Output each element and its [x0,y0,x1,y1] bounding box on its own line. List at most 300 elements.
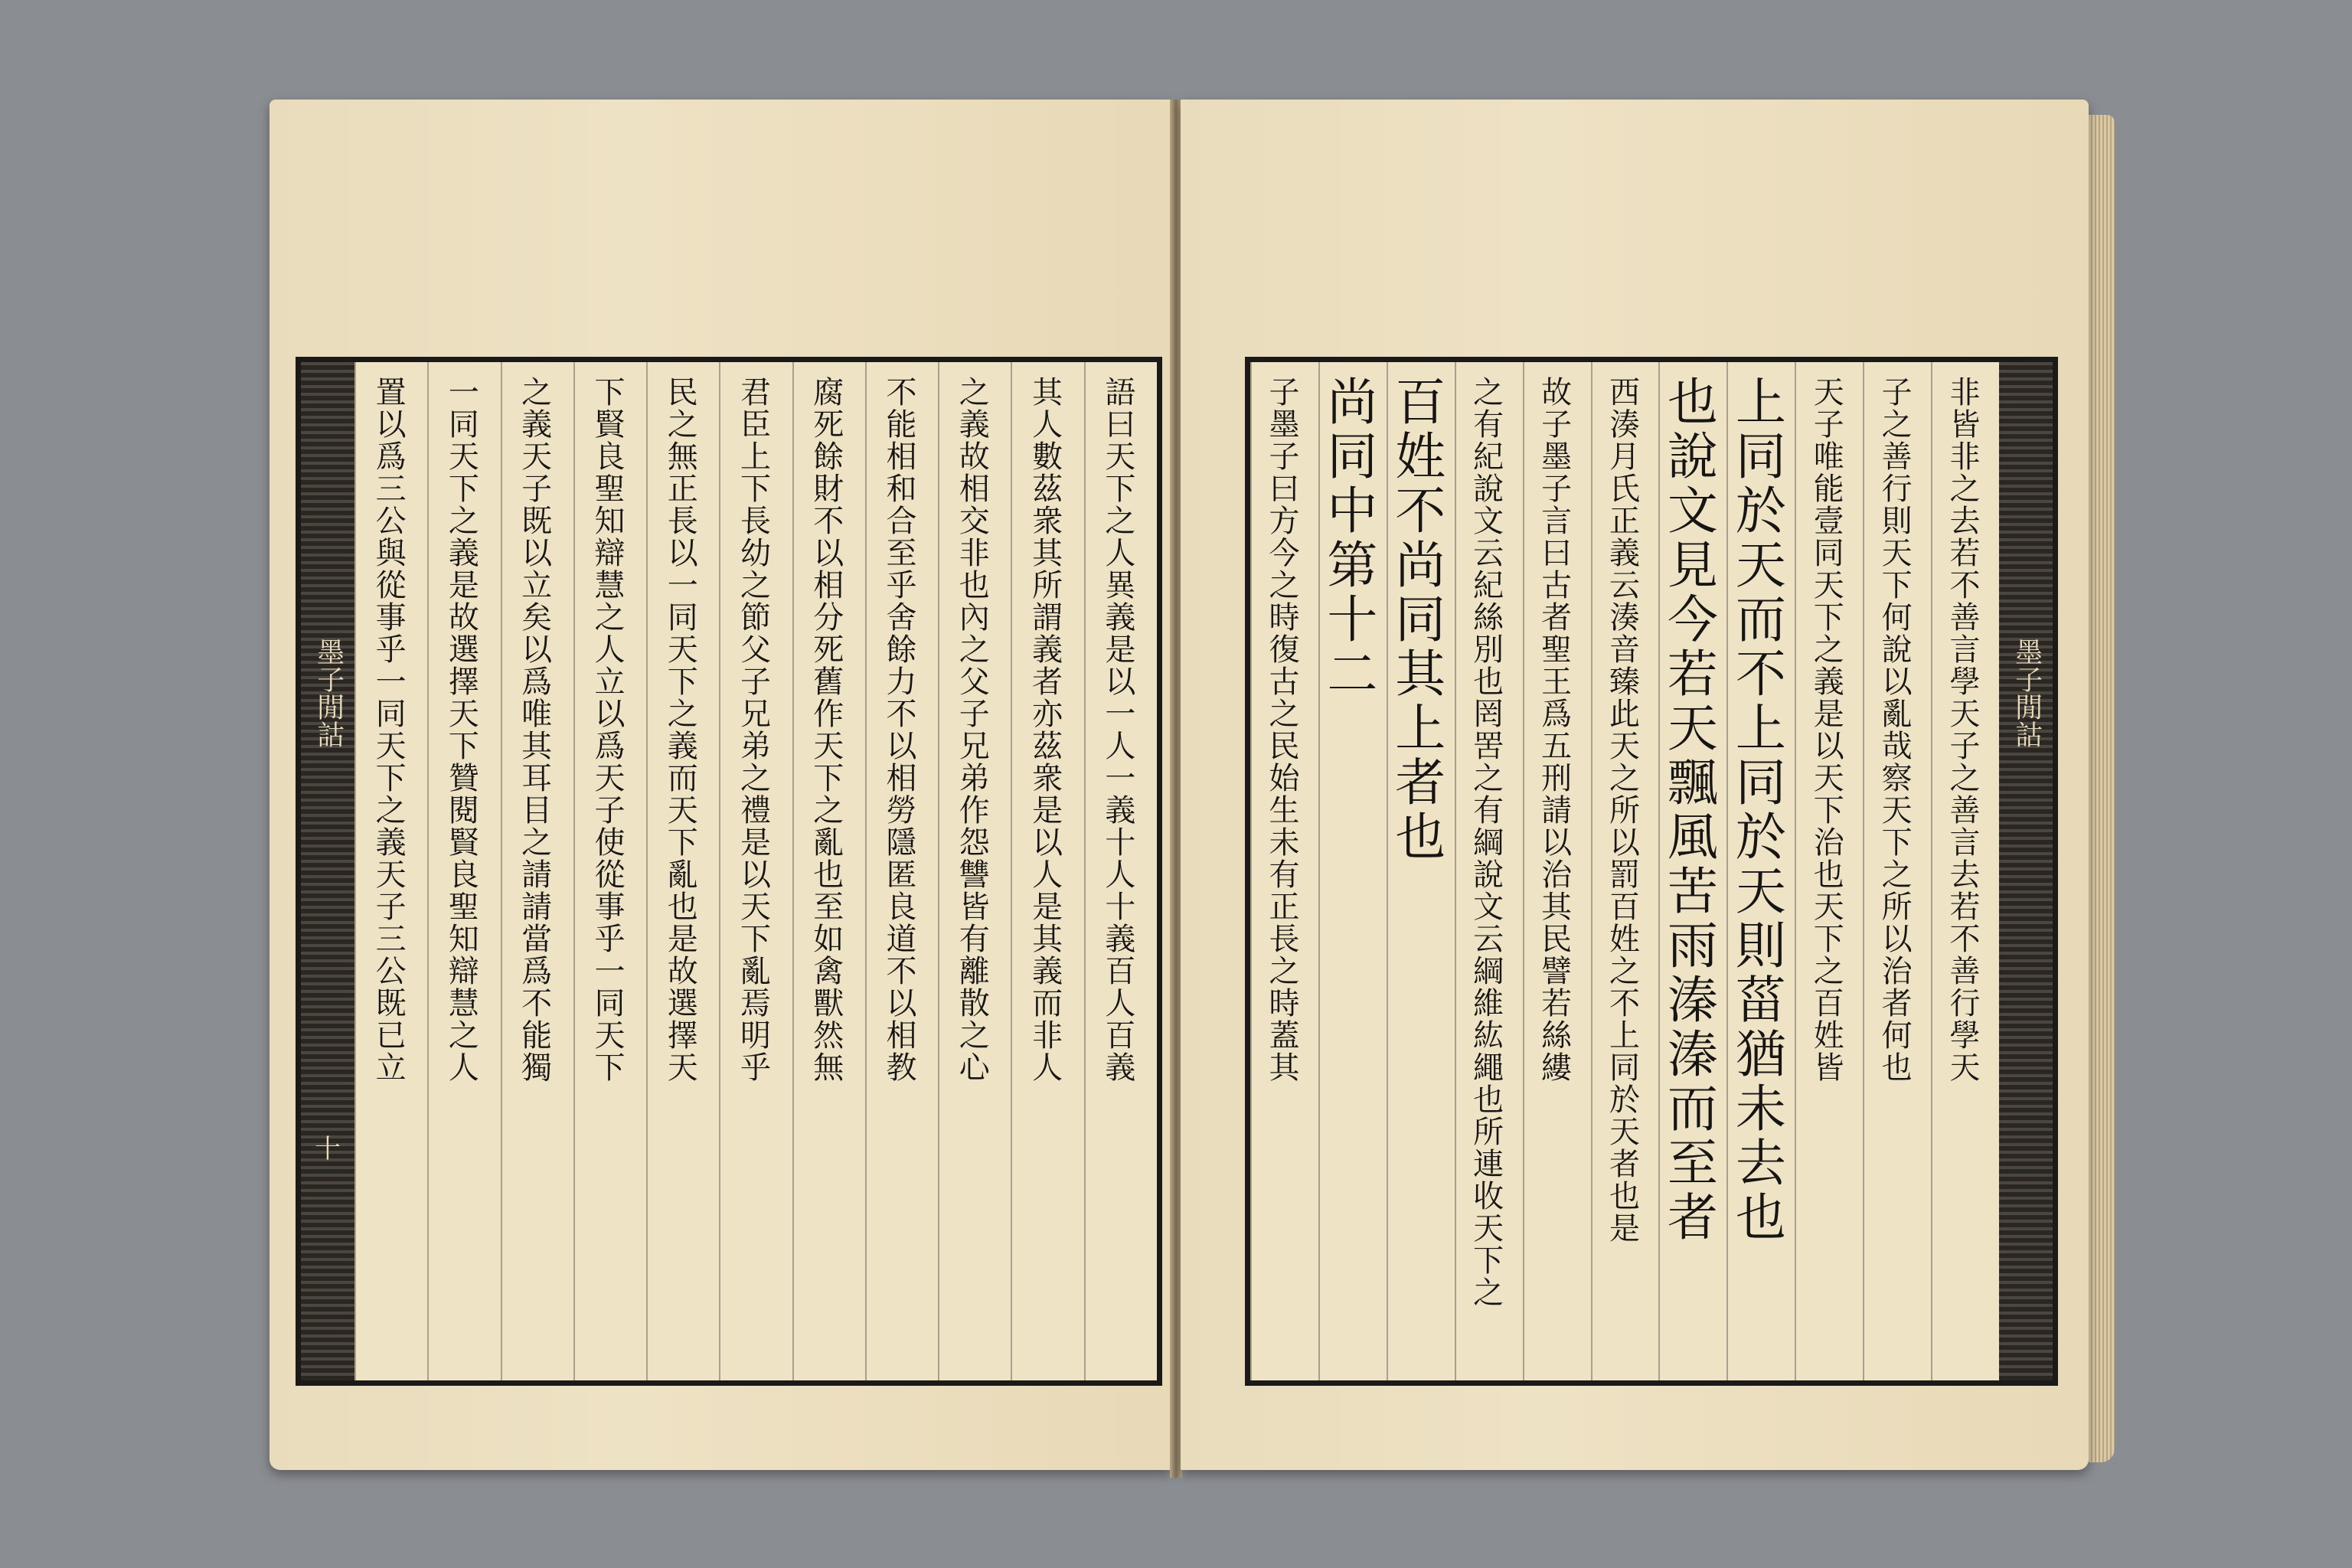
glyph: 曰 [1541,536,1573,571]
glyph: 上 [1609,1018,1640,1054]
text-column [1455,377,1523,1365]
glyph: 王 [1541,665,1573,700]
glyph: 合 [886,504,917,539]
glyph: 從 [375,568,407,603]
glyph: 天 [1667,699,1718,758]
glyph: 故 [1541,375,1573,410]
glyph: 之 [594,600,626,635]
glyph: 學 [1949,1018,1981,1054]
glyph: 請 [1541,793,1573,828]
text-column [646,377,719,1365]
glyph: 之 [1949,761,1981,796]
glyph: 古 [1269,665,1300,700]
glyph: 說 [1881,632,1913,668]
glyph: 收 [1473,1179,1504,1214]
glyph: 下 [813,761,844,796]
glyph: 下 [594,1050,626,1086]
glyph: 同 [1327,427,1378,486]
glyph: 也 [813,858,844,893]
glyph: 者 [1881,986,1913,1021]
glyph: 能 [1813,472,1844,507]
text-column [792,377,865,1365]
glyph: 義 [667,729,698,764]
left-banxin [301,362,354,1380]
page-edges [2089,115,2115,1462]
glyph: 治 [1541,858,1573,893]
glyph: 一 [375,665,407,700]
glyph: 皆 [1813,1050,1844,1086]
glyph: 以 [886,729,917,764]
glyph: 節 [740,600,771,635]
glyph: 者 [1395,753,1446,812]
glyph: 十 [1105,825,1136,861]
glyph: 其 [1032,922,1063,957]
glyph: 人 [448,1050,479,1086]
glyph: 閱 [448,793,479,828]
glyph: 慧 [448,986,479,1021]
glyph: 心 [959,1050,990,1086]
glyph: 下 [1813,793,1844,828]
glyph: 與 [375,536,407,571]
glyph: 而 [667,761,698,796]
glyph: 下 [1881,825,1913,861]
glyph: 說 [1473,858,1504,893]
glyph: 義 [1032,632,1063,668]
glyph: 下 [1813,922,1844,957]
glyph: 爲 [594,729,626,764]
glyph: 作 [813,697,844,732]
glyph: 有 [1269,858,1300,893]
glyph: 長 [1269,922,1300,957]
glyph: 有 [1473,407,1504,443]
glyph: 內 [959,600,990,635]
glyph: 去 [1735,1134,1786,1193]
glyph: 之 [1473,761,1504,796]
glyph: 其 [521,729,553,764]
glyph: 唯 [521,697,553,732]
glyph: 父 [740,632,771,668]
glyph: 語 [1105,375,1136,410]
text-column [1591,377,1659,1365]
text-column [501,377,573,1365]
text-column [354,377,427,1365]
glyph: 別 [1473,632,1504,668]
glyph: 天 [1105,439,1136,475]
glyph: 綱 [1473,954,1504,989]
glyph: 擇 [667,1018,698,1054]
glyph: 於 [1735,482,1786,541]
glyph: 擇 [448,665,479,700]
glyph: 天 [448,439,479,475]
glyph: 也 [959,568,990,603]
glyph: 以 [1609,825,1640,861]
glyph: 同 [1735,753,1786,812]
glyph: 以 [667,536,698,571]
glyph: 相 [813,568,844,603]
glyph: 不 [886,697,917,732]
glyph: 也 [1881,1050,1913,1086]
glyph: 子 [740,665,771,700]
glyph: 中 [1327,482,1378,541]
glyph: 交 [959,504,990,539]
glyph: 義 [959,407,990,443]
glyph: 以 [521,632,553,668]
text-column [1863,377,1931,1365]
glyph: 上 [1395,699,1446,758]
glyph: 姓 [1395,427,1446,486]
glyph: 隱 [886,825,917,861]
glyph: 故 [959,439,990,475]
glyph: 知 [594,504,626,539]
glyph: 正 [1609,504,1640,539]
glyph: 爲 [375,439,407,475]
glyph: 若 [1667,645,1718,704]
glyph: 十 [1327,590,1378,649]
glyph: 苦 [1667,862,1718,921]
glyph: 不 [1949,922,1981,957]
glyph: 義 [1105,793,1136,828]
glyph: 也 [1735,1188,1786,1247]
glyph: 所 [1881,890,1913,925]
glyph: 良 [448,858,479,893]
text-column [865,377,938,1365]
glyph: 人 [1032,1050,1063,1086]
text-column [1658,373,1726,1365]
glyph: 文 [1667,482,1718,541]
text-column [1795,377,1863,1365]
glyph: 也 [1473,665,1504,700]
glyph: 之 [1813,632,1844,668]
glyph: 以 [886,986,917,1021]
glyph: 云 [1473,536,1504,571]
glyph: 選 [667,986,698,1021]
glyph: 不 [1949,568,1981,603]
glyph: 人 [1105,536,1136,571]
glyph: 天 [667,1050,698,1086]
glyph: 子 [1949,729,1981,764]
glyph: 人 [1105,858,1136,893]
glyph: 爲 [521,954,553,989]
glyph: 弟 [740,729,771,764]
glyph: 湊 [1609,407,1640,443]
glyph: 月 [1609,439,1640,475]
glyph: 子 [1541,407,1573,443]
glyph: 曰 [1269,472,1300,507]
glyph: 古 [1541,568,1573,603]
glyph: 天 [1813,568,1844,603]
glyph: 是 [1032,890,1063,925]
glyph: 猶 [1735,1025,1786,1084]
glyph: 義 [1105,922,1136,957]
glyph: 以 [1881,665,1913,700]
glyph: 下 [667,825,698,861]
glyph: 下 [740,472,771,507]
glyph: 乎 [375,632,407,668]
glyph: 此 [1609,697,1640,732]
glyph: 一 [448,375,479,410]
glyph: 也 [1473,1083,1504,1118]
glyph: 以 [813,536,844,571]
glyph: 以 [1541,825,1573,861]
glyph: 紀 [1473,568,1504,603]
glyph: 辯 [448,954,479,989]
glyph: 紀 [1473,439,1504,475]
glyph: 以 [594,697,626,732]
glyph: 兄 [740,697,771,732]
glyph: 是 [1813,697,1844,732]
glyph: 是 [740,825,771,861]
glyph: 一 [594,954,626,989]
glyph: 獨 [521,1050,553,1086]
glyph: 文 [1473,890,1504,925]
glyph: 之 [375,793,407,828]
right-text-frame [1245,357,2058,1386]
glyph: 義 [521,407,553,443]
glyph: 哉 [1881,729,1913,764]
glyph: 下 [1105,472,1136,507]
glyph: 義 [1105,600,1136,635]
glyph: 時 [1269,986,1300,1021]
glyph: 衆 [1032,504,1063,539]
glyph: 賢 [594,407,626,443]
glyph: 第 [1327,536,1378,595]
glyph: 之 [959,1018,990,1054]
glyph: 說 [1473,472,1504,507]
glyph: 同 [1395,590,1446,649]
glyph: 之 [448,504,479,539]
glyph: 之 [1269,954,1300,989]
glyph: 學 [1949,665,1981,700]
glyph: 茲 [1032,729,1063,764]
glyph: 當 [521,922,553,957]
glyph: 請 [521,890,553,925]
glyph: 言 [1949,825,1981,861]
glyph: 云 [1473,922,1504,957]
glyph: 百 [1395,373,1446,432]
banxin-title-text: 墨子閒詁 [2011,638,2043,748]
glyph: 也 [667,890,698,925]
glyph: 人 [594,632,626,668]
glyph: 義 [1032,954,1063,989]
glyph: 天 [1609,729,1640,764]
glyph: 子 [521,472,553,507]
glyph: 和 [886,472,917,507]
glyph: 天 [1949,697,1981,732]
glyph: 之 [667,407,698,443]
glyph: 西 [1609,375,1640,410]
glyph: 腐 [813,375,844,410]
left-banxin-title [313,638,344,748]
glyph: 維 [1473,986,1504,1021]
glyph: 者 [1667,1188,1718,1247]
glyph: 也 [1813,858,1844,893]
glyph: 子 [1813,407,1844,443]
glyph: 讐 [959,858,990,893]
glyph: 唯 [1813,439,1844,475]
glyph: 非 [1949,375,1981,410]
glyph: 天 [1813,761,1844,796]
glyph: 下 [448,472,479,507]
glyph: 之 [521,825,553,861]
glyph: 民 [667,375,698,410]
glyph: 下 [667,665,698,700]
glyph: 皆 [959,890,990,925]
glyph: 能 [886,407,917,443]
glyph: 子 [959,697,990,732]
glyph: 民 [1269,729,1300,764]
glyph: 子 [1541,472,1573,507]
glyph: 姓 [1609,922,1640,957]
glyph: 不 [813,504,844,539]
glyph: 曰 [1105,407,1136,443]
glyph: 既 [375,986,407,1021]
glyph: 於 [1735,808,1786,867]
glyph: 刑 [1541,761,1573,796]
text-column [573,377,646,1365]
glyph: 爲 [521,665,553,700]
glyph: 是 [667,922,698,957]
glyph: 而 [1735,590,1786,649]
glyph: 數 [1032,439,1063,475]
glyph: 風 [1667,808,1718,867]
glyph: 天 [1949,1050,1981,1086]
glyph: 不 [1395,482,1446,541]
glyph: 五 [1541,729,1573,764]
glyph: 是 [1105,632,1136,668]
glyph: 人 [1105,986,1136,1021]
glyph: 天 [667,632,698,668]
glyph: 相 [886,761,917,796]
glyph: 姓 [1813,1018,1844,1054]
glyph: 方 [1269,504,1300,539]
glyph: 臣 [740,407,771,443]
text-column [938,377,1011,1365]
glyph: 言 [1949,632,1981,668]
glyph: 飄 [1667,753,1718,812]
glyph: 選 [448,632,479,668]
glyph: 之 [1105,504,1136,539]
glyph: 人 [1032,858,1063,893]
glyph: 不 [886,954,917,989]
glyph: 勞 [886,793,917,828]
glyph: 溱 [1667,971,1718,1030]
glyph: 之 [1269,697,1300,732]
glyph: 異 [1105,568,1136,603]
glyph: 其 [1032,536,1063,571]
glyph: 相 [886,439,917,475]
glyph: 餘 [886,632,917,668]
glyph: 溱 [1667,1025,1718,1084]
glyph: 之 [521,375,553,410]
glyph: 聖 [448,890,479,925]
glyph: 公 [375,954,407,989]
glyph: 說 [1667,427,1718,486]
glyph: 其 [1541,890,1573,925]
glyph: 者 [1609,1147,1640,1182]
glyph: 行 [1949,986,1981,1021]
glyph: 文 [1473,504,1504,539]
glyph: 天 [594,761,626,796]
glyph: 爲 [1541,697,1573,732]
glyph: 義 [1609,536,1640,571]
glyph: 一 [1105,761,1136,796]
glyph: 未 [1269,825,1300,861]
glyph: 也 [1667,373,1718,432]
glyph: 所 [1473,1115,1504,1150]
glyph: 之 [1881,858,1913,893]
glyph: 二 [1327,645,1378,704]
glyph: 天 [1813,890,1844,925]
glyph: 尚 [1327,373,1378,432]
glyph: 天 [667,793,698,828]
glyph: 弟 [959,761,990,796]
glyph: 以 [1105,665,1136,700]
glyph: 故 [448,600,479,635]
glyph: 也 [1395,808,1446,867]
glyph: 之 [1269,568,1300,603]
glyph: 子 [375,890,407,925]
glyph: 下 [1473,1243,1504,1279]
text-column [1084,377,1157,1365]
glyph: 有 [1473,793,1504,828]
glyph: 若 [1949,890,1981,925]
glyph: 故 [667,954,698,989]
glyph: 乎 [886,568,917,603]
glyph: 之 [448,1018,479,1054]
glyph: 復 [1269,632,1300,668]
glyph: 明 [740,1018,771,1054]
glyph: 未 [1735,1080,1786,1138]
glyph: 天 [375,858,407,893]
glyph: 墨 [1541,439,1573,475]
glyph: 長 [740,504,771,539]
glyph: 見 [1667,536,1718,595]
glyph: 一 [667,568,698,603]
glyph: 繩 [1473,1050,1504,1086]
glyph: 子 [1881,375,1913,410]
glyph: 立 [594,665,626,700]
glyph: 義 [1813,665,1844,700]
glyph: 子 [594,793,626,828]
glyph: 既 [521,504,553,539]
glyph: 罰 [1609,858,1640,893]
glyph: 立 [521,568,553,603]
glyph: 良 [594,439,626,475]
right-banxin-title [2011,638,2042,748]
glyph: 非 [959,536,990,571]
glyph: 道 [886,922,917,957]
glyph: 賢 [448,825,479,861]
glyph: 今 [1269,536,1300,571]
glyph: 天 [1735,536,1786,595]
glyph: 下 [1881,568,1913,603]
glyph: 獸 [813,986,844,1021]
glyph: 分 [813,600,844,635]
glyph: 使 [594,825,626,861]
glyph: 同 [667,600,698,635]
glyph: 尚 [1395,536,1446,595]
text-column [719,377,792,1365]
glyph: 善 [1949,954,1981,989]
glyph: 下 [1813,600,1844,635]
glyph: 不 [1735,645,1786,704]
glyph: 百 [1813,986,1844,1021]
glyph: 至 [1667,1134,1718,1193]
glyph: 天 [375,729,407,764]
glyph: 之 [740,761,771,796]
glyph: 其 [1395,645,1446,704]
glyph: 不 [521,986,553,1021]
